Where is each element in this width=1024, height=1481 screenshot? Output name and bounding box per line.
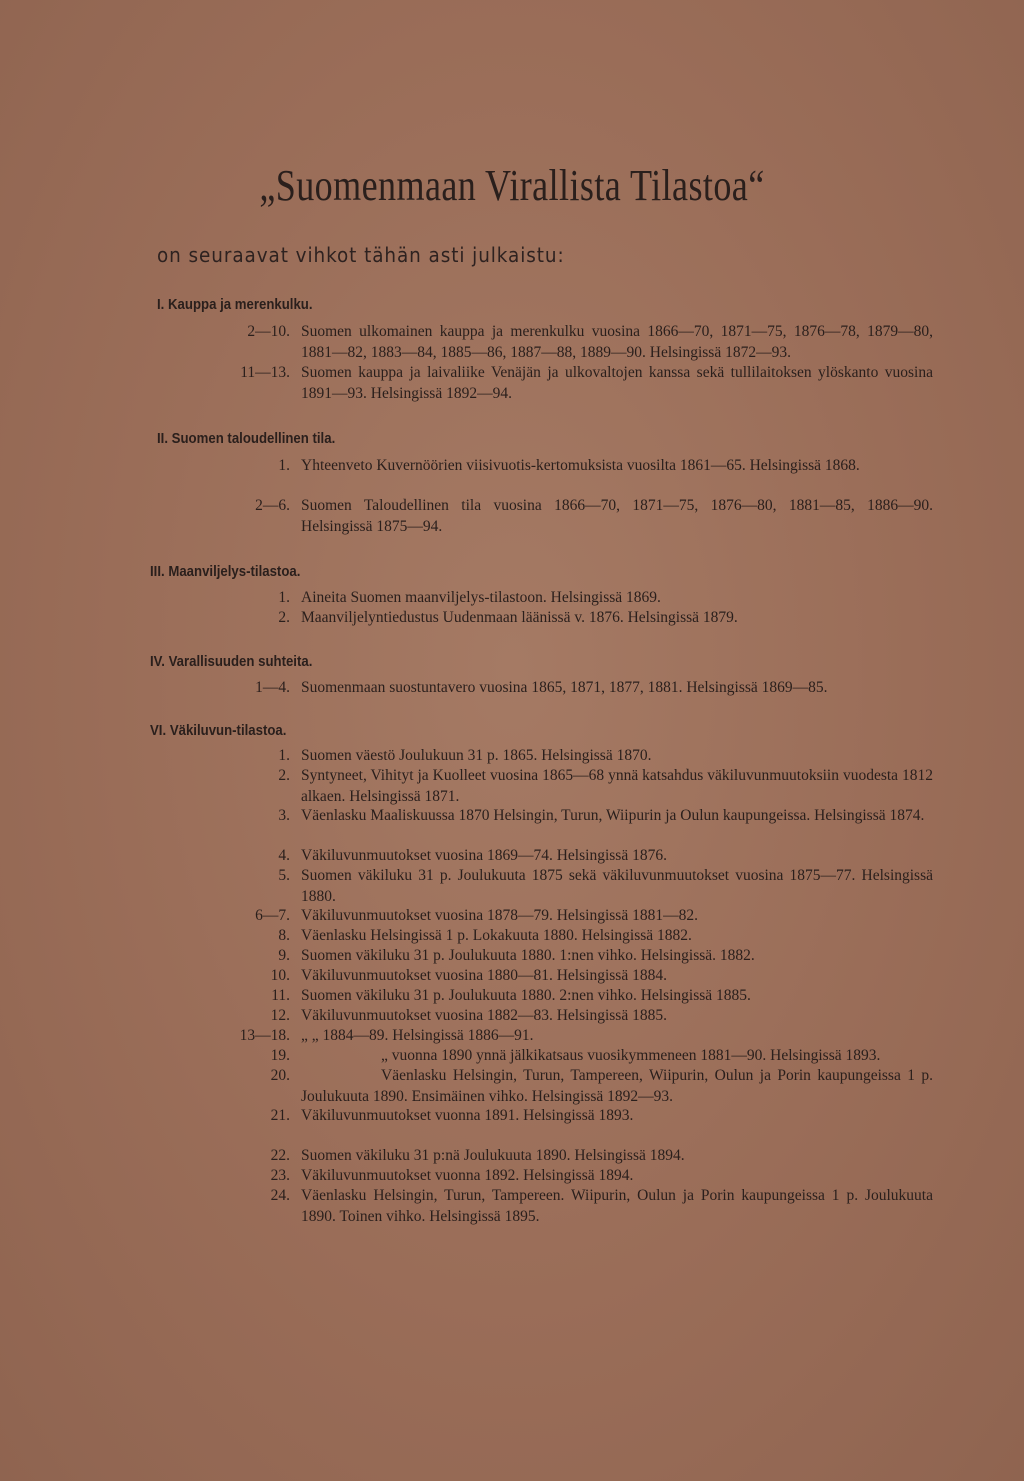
- entry-number: 8.: [278, 927, 290, 944]
- entry-number: 4.: [278, 847, 290, 864]
- entry-text: „ vuonna 1890 ynnä jälkikatsaus vuosikymmeneen 1881—90. Helsingissä 1893.: [381, 1047, 881, 1064]
- entry-text: Maanviljelyntiedustus Uudenmaan läänissä v. 1876. Helsingissä 1879.: [301, 609, 738, 626]
- page-subtitle: on seuraavat vihkot tähän asti julkaistu:: [157, 243, 565, 267]
- section-heading-2: [157, 430, 335, 447]
- section-title-2: Suomen taloudellinen tila.: [171, 430, 336, 447]
- entry-number: 1.: [278, 589, 290, 606]
- entry-text: Väenlasku Helsingin, Turun, Tampereen. Wiipurin, Oulun ja Porin kaupungeissa 1 p. Joulukuuta 1890. Toinen vihko. Helsingissä 1895.: [301, 1187, 933, 1225]
- section-heading-1: [157, 296, 313, 313]
- entry-text: Suomen väkiluku 31 p:nä Joulukuuta 1890. Helsingissä 1894.: [301, 1147, 685, 1164]
- section-title-6: Väkiluvun-tilastoa.: [169, 722, 287, 739]
- entry-text: Väenlasku Maaliskuussa 1870 Helsingin, Turun, Wiipurin ja Oulun kaupungeissa. Helsingissä 1874.: [301, 807, 925, 824]
- entry-number: 1.: [278, 457, 290, 474]
- entry-text: Väkiluvunmuutokset vuosina 1882—83. Helsingissä 1885.: [301, 1007, 667, 1024]
- section-roman-3: III.: [150, 563, 165, 580]
- entry-text: Suomen väkiluku 31 p. Joulukuuta 1880. 1:nen vihko. Helsingissä. 1882.: [301, 947, 755, 964]
- section-roman-2: II.: [157, 430, 169, 447]
- section-heading-6: [150, 722, 286, 739]
- entry-number: 10.: [270, 967, 290, 984]
- entry-text: Väkiluvunmuutokset vuosina 1878—79. Helsingissä 1881—82.: [301, 907, 698, 924]
- entry-number: 6—7.: [255, 907, 290, 924]
- entry-number: 24.: [270, 1187, 290, 1204]
- entry-text: Väkiluvunmuutokset vuonna 1891. Helsingissä 1893.: [301, 1107, 634, 1124]
- entry-text: „ „ 1884—89. Helsingissä 1886—91.: [301, 1027, 534, 1044]
- section-title-1: Kauppa ja merenkulku.: [168, 296, 313, 313]
- section-title-3: Maanviljelys-tilastoa.: [168, 563, 301, 580]
- entry-text: Syntyneet, Vihityt ja Kuolleet vuosina 1865—68 ynnä katsahdus väkiluvunmuutoksiin vuodesta 1812 alkaen. Helsingissä 1871.: [301, 767, 933, 805]
- section-heading-4: [150, 653, 312, 670]
- entry-text: Aineita Suomen maanviljelys-tilastoon. Helsingissä 1869.: [301, 589, 661, 606]
- entry-text: Suomen Taloudellinen tila vuosina 1866—70, 1871—75, 1876—80, 1881—85, 1886—90. Helsingissä 1875—94.: [301, 497, 933, 535]
- entry-number: 1.: [278, 747, 290, 764]
- entry-number: 2.: [278, 609, 290, 626]
- entry-number: 2.: [278, 767, 290, 784]
- entry-number: 5.: [278, 867, 290, 884]
- entry-text: Suomen väestö Joulukuun 31 p. 1865. Helsingissä 1870.: [301, 747, 652, 764]
- entry-number: 11.: [271, 987, 290, 1004]
- entry-number: 2—10.: [247, 323, 290, 340]
- section-roman-1: I.: [157, 296, 165, 313]
- entry-text: Väkiluvunmuutokset vuosina 1880—81. Helsingissä 1884.: [301, 967, 667, 984]
- section-heading-3: [150, 563, 300, 580]
- entry-text: Suomen ulkomainen kauppa ja merenkulku vuosina 1866—70, 1871—75, 1876—78, 1879—80, 1881—82, 1883—84, 1885—86, 1887—88, 1889—90. Helsingissä 1872—93.: [301, 323, 933, 361]
- entry-number: 3.: [278, 807, 290, 824]
- entry-text: Suomen väkiluku 31 p. Joulukuuta 1880. 2:nen vihko. Helsingissä 1885.: [301, 987, 751, 1004]
- entry-text: Väenlasku Helsingissä 1 p. Lokakuuta 1880. Helsingissä 1882.: [301, 927, 692, 944]
- entry-number: 20.: [270, 1067, 290, 1084]
- entry-text: Väkiluvunmuutokset vuosina 1869—74. Helsingissä 1876.: [301, 847, 667, 864]
- entry-text: Väenlasku Helsingin, Turun, Tampereen, Wiipurin, Oulun ja Porin kaupungeissa 1 p. Joulukuuta 1890. Ensimäinen vihko. Helsingissä 1892—93.: [301, 1067, 933, 1105]
- section-title-4: Varallisuuden suhteita.: [168, 653, 313, 670]
- section-roman-6: VI.: [150, 722, 167, 739]
- entry-number: 2—6.: [255, 497, 290, 514]
- entry-number: 19.: [270, 1047, 290, 1064]
- entry-text: Suomen kauppa ja laivaliike Venäjän ja ulkovaltojen kanssa sekä tullilaitoksen ylöskanto vuosina 1891—93. Helsingissä 1892—94.: [301, 364, 933, 402]
- entry-number: 22.: [270, 1147, 290, 1164]
- entry-number: 9.: [278, 947, 290, 964]
- section-roman-4: IV.: [150, 653, 165, 670]
- entry-number: 13—18.: [239, 1027, 290, 1044]
- entry-text: Suomenmaan suostuntavero vuosina 1865, 1871, 1877, 1881. Helsingissä 1869—85.: [301, 679, 828, 696]
- entry-text: Suomen väkiluku 31 p. Joulukuuta 1875 sekä väkiluvunmuutokset vuosina 1875—77. Helsingissä 1880.: [301, 867, 933, 905]
- page-title: „Suomenmaan Virallista Tilastoa“: [259, 161, 765, 210]
- entry-number: 11—13.: [240, 364, 290, 381]
- entry-text: Yhteenveto Kuvernöörien viisivuotis-kertomuksista vuosilta 1861—65. Helsingissä 1868.: [301, 457, 860, 474]
- entry-number: 1—4.: [255, 679, 290, 696]
- entry-number: 21.: [270, 1107, 290, 1124]
- entry-text: Väkiluvunmuutokset vuonna 1892. Helsingissä 1894.: [301, 1167, 634, 1184]
- entry-number: 12.: [270, 1007, 290, 1024]
- entry-number: 23.: [270, 1167, 290, 1184]
